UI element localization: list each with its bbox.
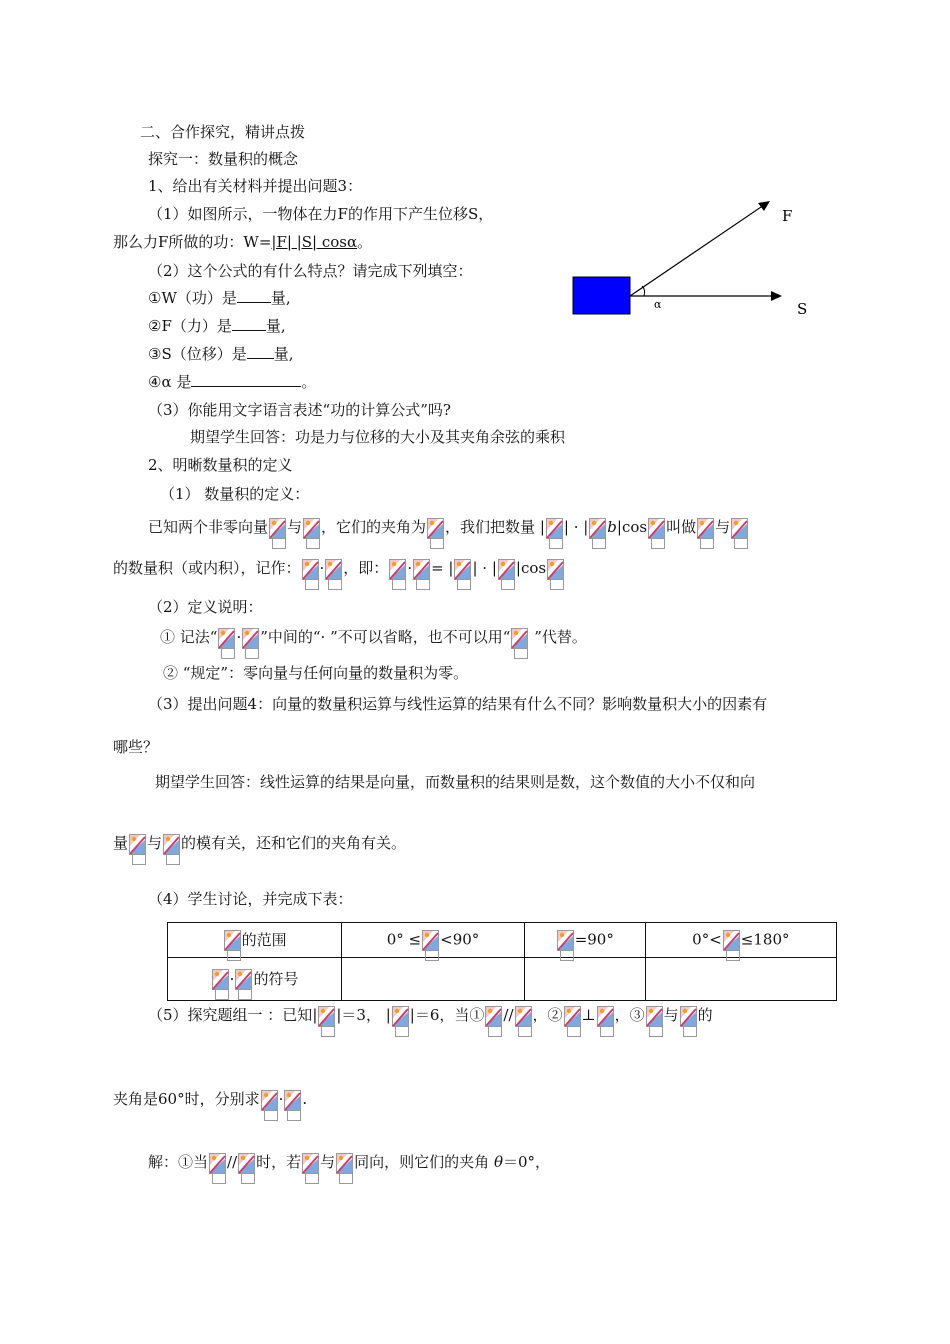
text-segment: = |: [431, 559, 454, 577]
section-title: 二、合作探究，精讲点拨: [140, 123, 306, 141]
text-segment: |＝3， |: [336, 1006, 391, 1024]
cell-text: 0° ≤: [386, 930, 422, 948]
vector-b-image: [303, 518, 320, 539]
fill-suffix: 量,: [273, 345, 294, 363]
question-3: （3）你能用文字语言表述“功的计算公式”吗?: [148, 401, 451, 419]
vector-b-image: [731, 518, 748, 539]
text-segment: 与: [715, 518, 731, 536]
item2-heading: 2、明晰数量积的定义: [148, 456, 293, 474]
theta-image: [557, 930, 574, 951]
force-arrow: [630, 205, 764, 296]
blank-line[interactable]: [232, 316, 266, 331]
text-segment: ·: [236, 628, 242, 646]
text-segment: 量: [113, 834, 129, 852]
vector-a-image: [261, 1090, 278, 1111]
work-formula-line: [113, 231, 372, 253]
vector-a-image: [485, 1006, 502, 1027]
explore-heading: 探究一：数量积的概念: [148, 150, 299, 168]
theta-image: [427, 518, 444, 539]
displacement-arrowhead: [771, 291, 782, 301]
text-segment: ”中间的“· ”不可以省略，也不可以用“: [260, 628, 511, 646]
vector-b-image: [498, 559, 515, 580]
vector-b-image: [284, 1090, 301, 1111]
text-segment: |cos: [616, 518, 648, 536]
text-segment: ，②: [532, 1006, 563, 1024]
table-cell-blank[interactable]: [524, 958, 645, 1001]
table-cell-blank[interactable]: [645, 958, 836, 1001]
expected-answer-2: 期望学生回答：线性运算的结果是向量，而数量积的结果则是数，这个数值的大小不仅和向: [155, 773, 756, 791]
vector-b-image: [242, 628, 259, 649]
displacement-label: S: [797, 300, 808, 318]
vector-b-image: [238, 1153, 255, 1174]
blank-line[interactable]: [237, 288, 271, 303]
text-segment: 的模有关，还和它们的夹角有关。: [181, 834, 407, 852]
vector-a-image: [564, 1006, 581, 1027]
vector-a-image: [302, 1153, 319, 1174]
text-segment: ·: [319, 559, 325, 577]
table-cell: [168, 958, 342, 1001]
fill-label: ②F（力）是: [148, 317, 232, 335]
question-4-cont: 哪些？: [113, 738, 159, 756]
question-4: （3）提出问题4：向量的数量积运算与线性运算的结果有什么不同？影响数量积大小的因素有: [148, 695, 768, 713]
fill-label: ①W（功）是: [148, 289, 237, 307]
angle-sign-table: [167, 922, 837, 1001]
text-segment: 与: [287, 518, 303, 536]
theta-image: [547, 559, 564, 580]
vector-a-image: [646, 1006, 663, 1027]
vector-a-image: [454, 559, 471, 580]
expected-answer-1: 期望学生回答：功是力与位移的大小及其夹角余弦的乘积: [190, 428, 566, 446]
text-segment: //: [227, 1153, 238, 1171]
text-segment: 的: [697, 1006, 713, 1024]
text-segment: |＝6，当①: [409, 1006, 485, 1024]
table-cell: [342, 923, 525, 958]
force-arrowhead: [758, 201, 770, 211]
text-segment: |cos: [515, 559, 547, 577]
fill-blank-3: [148, 343, 294, 365]
vector-a-image: [697, 518, 714, 539]
vector-a-image: [546, 518, 563, 539]
text-segment: ＝0°，: [502, 1153, 551, 1171]
fill-blank-4: [148, 371, 316, 393]
fill-suffix: 量,: [265, 317, 286, 335]
work-formula: |F| |S| cosα: [271, 233, 358, 251]
definition-line-1: [148, 516, 749, 539]
exercise-line-2: [113, 1088, 307, 1111]
table-cell: [168, 923, 342, 958]
text-segment: 叫做: [666, 518, 697, 536]
vector-a-image: [269, 518, 286, 539]
text-segment: 的数量积（或内积），记作：: [113, 559, 301, 577]
vector-b-image: [235, 969, 252, 990]
text-segment: 夹角是60°时，分别求: [113, 1090, 260, 1108]
fill-suffix: 量,: [270, 289, 291, 307]
text-segment: 已知两个非零向量: [148, 518, 269, 536]
theta-image: [648, 518, 665, 539]
angle-label: α: [654, 298, 662, 311]
fill-label: ④α 是: [148, 373, 192, 391]
vector-a-image: [129, 834, 146, 855]
text-segment: （5）探究题组一 ：已知|: [148, 1006, 318, 1024]
object-block: [573, 277, 630, 314]
cell-text: 的符号: [253, 969, 299, 988]
text-segment: .: [302, 1090, 308, 1108]
table-row: [168, 958, 837, 1001]
definition-line-2: [113, 557, 565, 580]
times-image: [511, 628, 528, 649]
fill-suffix: 。: [301, 373, 317, 391]
vector-b-image: [163, 834, 180, 855]
text-segment: 与: [320, 1153, 336, 1171]
note-1: [160, 626, 587, 649]
item1-heading: 1、给出有关材料并提出问题3：: [148, 177, 363, 195]
theta-image: [723, 930, 740, 951]
text-segment: ，即：: [343, 559, 389, 577]
text-segment: | · |: [472, 559, 497, 577]
vector-a-image: [318, 1006, 335, 1027]
vector-b-image: [597, 1006, 614, 1027]
vector-b-image: [413, 559, 430, 580]
cell-text: 0°<: [692, 930, 722, 948]
cell-text: ≤180°: [740, 930, 790, 948]
discussion-prompt: （4）学生讨论，并完成下表：: [148, 890, 353, 908]
vector-a-image: [209, 1153, 226, 1174]
fill-blank-2: [148, 315, 286, 337]
text-segment: ⊥: [581, 1006, 596, 1024]
table-cell: [645, 923, 836, 958]
cell-text: 的范围: [241, 930, 287, 949]
note-heading: （2）定义说明：: [148, 598, 263, 616]
table-row: [168, 923, 837, 958]
vector-b-image: [392, 1006, 409, 1027]
text-segment: 与: [147, 834, 163, 852]
work-formula-prefix: 那么力F所做的功：W=: [113, 233, 272, 251]
work-description: （1）如图所示，一物体在力F的作用下产生位移S，: [148, 205, 494, 223]
note-2: ② “规定”：零向量与任何向量的数量积为零。: [163, 664, 469, 682]
force-diagram: [560, 190, 820, 325]
expected-answer-2-cont: [113, 832, 406, 855]
text-segment: ，我们把数量 |: [445, 518, 545, 536]
text-segment: 同向，则它们的夹角: [354, 1153, 494, 1171]
theta-image: [422, 930, 439, 951]
vector-a-image: [218, 628, 235, 649]
solution-line: [148, 1151, 550, 1174]
text-segment: ·: [278, 1090, 284, 1108]
blank-line[interactable]: [247, 344, 274, 359]
force-label: F: [782, 207, 793, 225]
vector-a-image: [302, 559, 319, 580]
text-segment: b: [607, 518, 617, 536]
text-segment: | · |: [563, 518, 589, 536]
cell-text: ·: [229, 969, 235, 988]
text-segment: //: [503, 1006, 514, 1024]
vector-a-image: [212, 969, 229, 990]
cell-text: <90°: [440, 930, 480, 948]
text-segment: 与: [663, 1006, 679, 1024]
table-cell: [524, 923, 645, 958]
text-segment: 解：①当: [148, 1153, 209, 1171]
text-segment: 时，若: [256, 1153, 302, 1171]
question-2: （2）这个公式的有什么特点？请完成下列填空：: [148, 262, 473, 280]
fill-blank-1: [148, 287, 291, 309]
vector-b-image: [680, 1006, 697, 1027]
theta-image: [224, 930, 241, 951]
theta-symbol: θ: [493, 1153, 503, 1171]
exercise-line-1: [148, 1004, 713, 1027]
vector-b-image: [589, 518, 606, 539]
table-cell-blank[interactable]: [342, 958, 525, 1001]
text-segment: ，它们的夹角为: [321, 518, 427, 536]
work-formula-end: 。: [357, 233, 373, 251]
text-segment: ·: [407, 559, 413, 577]
blank-line[interactable]: [191, 372, 301, 387]
fill-label: ③S（位移）是: [148, 345, 247, 363]
vector-b-image: [325, 559, 342, 580]
vector-a-image: [389, 559, 406, 580]
definition-heading: （1） 数量积的定义：: [160, 485, 310, 503]
text-segment: ① 记法“: [160, 628, 218, 646]
cell-text: =90°: [574, 930, 614, 948]
text-segment: ”代替。: [529, 628, 587, 646]
vector-b-image: [515, 1006, 532, 1027]
vector-b-image: [336, 1153, 353, 1174]
text-segment: ，③: [614, 1006, 645, 1024]
